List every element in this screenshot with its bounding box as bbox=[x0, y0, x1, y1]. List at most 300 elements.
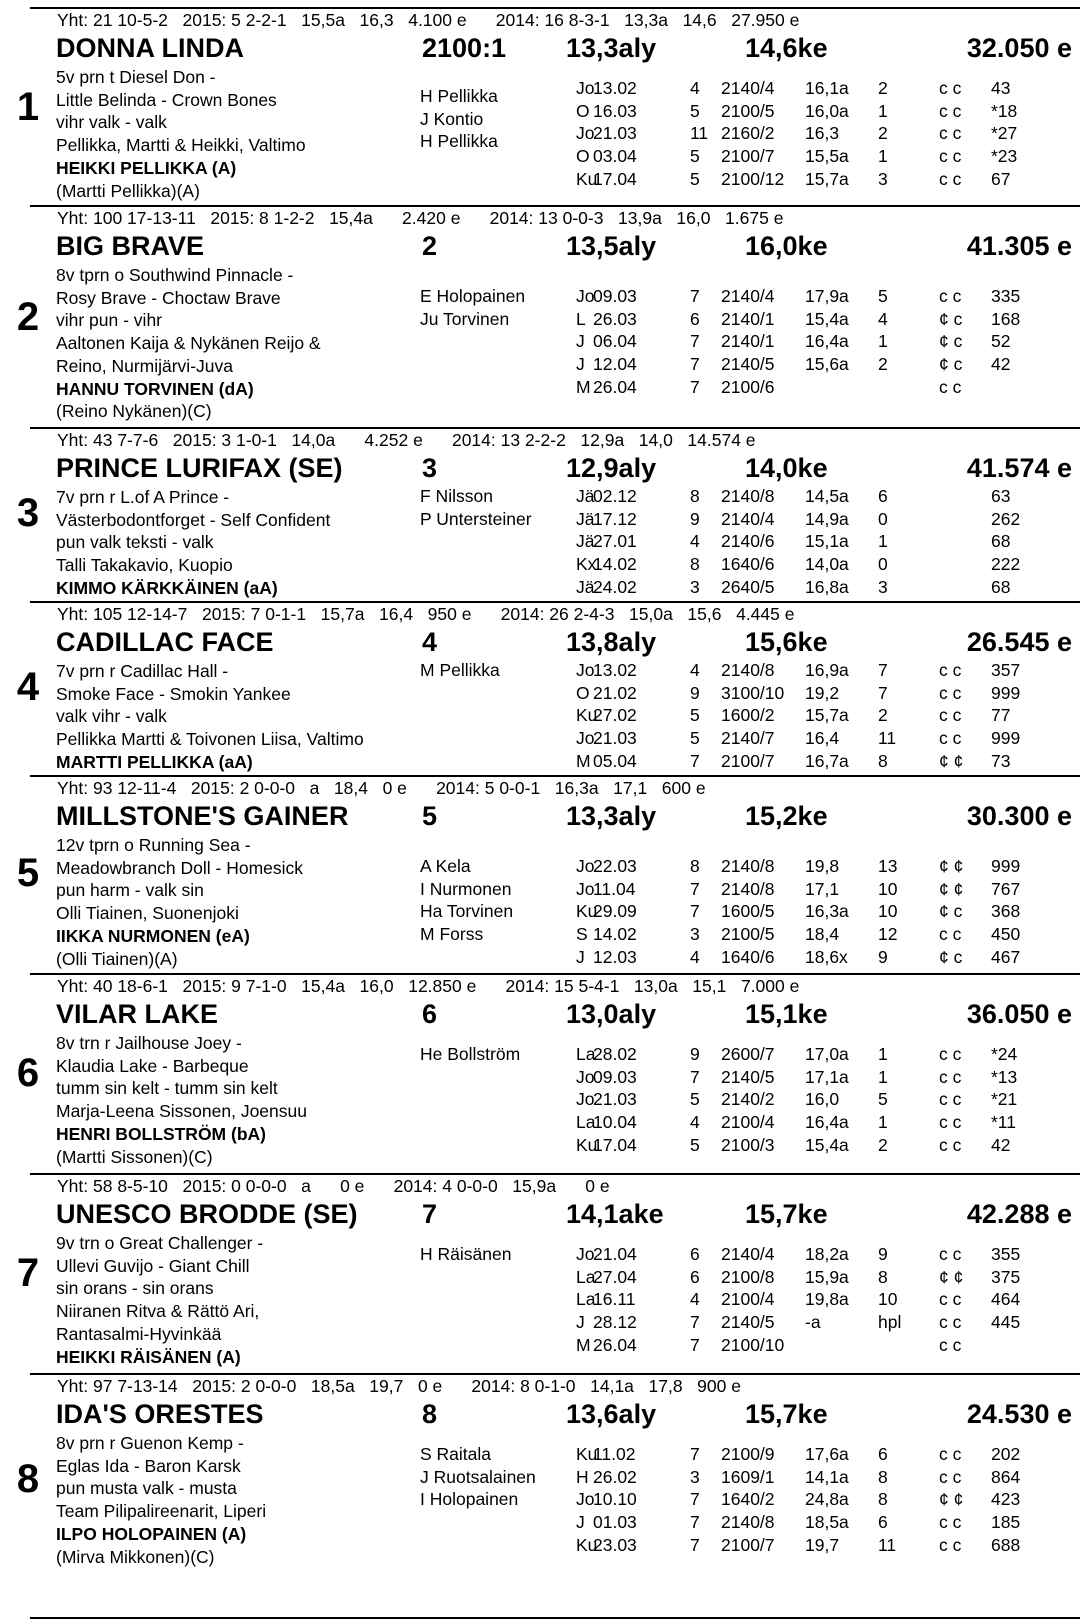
start-shoes: ¢ c bbox=[939, 946, 963, 967]
earnings: 26.545 e bbox=[966, 627, 1072, 657]
start-track: La bbox=[576, 1044, 596, 1064]
start-date: 03.04 bbox=[593, 146, 637, 167]
driver-name: P Untersteiner bbox=[420, 508, 532, 529]
best-time-auto: 12,9aly bbox=[566, 453, 657, 483]
start-shoes: c c bbox=[939, 100, 962, 121]
earnings: 32.050 e bbox=[966, 33, 1072, 63]
driver-list bbox=[420, 659, 560, 682]
start-row bbox=[576, 855, 1076, 878]
start-odds: *13 bbox=[991, 1066, 1018, 1087]
start-post: 7 bbox=[690, 331, 700, 352]
info-line: Ullevi Guvijo - Giant Chill bbox=[56, 1255, 250, 1276]
horse-info bbox=[56, 486, 426, 600]
start-row bbox=[576, 168, 1076, 191]
start-odds: 73 bbox=[991, 750, 1011, 771]
start-date: 01.03 bbox=[593, 1512, 637, 1533]
start-date: 17.04 bbox=[593, 1134, 637, 1155]
start-row bbox=[576, 100, 1076, 123]
start-placing: 10 bbox=[878, 1289, 898, 1310]
start-post: 3 bbox=[690, 1466, 700, 1487]
start-row bbox=[576, 485, 1076, 508]
start-time: 17,6a bbox=[805, 1444, 849, 1464]
start-odds: 445 bbox=[991, 1312, 1021, 1333]
start-track: Jo bbox=[576, 728, 595, 749]
driver-list bbox=[420, 1243, 560, 1266]
horse-name: VILAR LAKE bbox=[56, 999, 218, 1029]
start-date: 06.04 bbox=[593, 331, 637, 352]
recent-starts bbox=[576, 1243, 1076, 1356]
horse-info bbox=[56, 1232, 426, 1368]
best-time-volt: 16,0ke bbox=[745, 231, 828, 261]
start-track: Jo bbox=[576, 1066, 595, 1087]
start-placing: 6 bbox=[878, 1512, 888, 1533]
start-track: Ku bbox=[576, 1534, 598, 1555]
start-date: 17.04 bbox=[593, 168, 637, 189]
start-shoes: c c bbox=[939, 924, 962, 945]
start-odds: 52 bbox=[991, 331, 1011, 352]
start-distance: 2100/6 bbox=[721, 376, 775, 397]
start-track: O bbox=[576, 682, 590, 703]
start-row bbox=[576, 1066, 1076, 1089]
horse-info bbox=[56, 1032, 426, 1168]
horse-name: PRINCE LURIFAX (SE) bbox=[56, 453, 343, 483]
driver-name: I Holopainen bbox=[420, 1489, 519, 1510]
start-row bbox=[576, 1288, 1076, 1311]
record-stats: Yht: 40 18-6-1 2015: 9 7-1-0 15,4a 16,0 12.850 e 2014: 15 5-4-1 13,0a 15,1 7.000 e bbox=[57, 976, 800, 996]
start-shoes: c c bbox=[939, 376, 962, 397]
start-placing: 1 bbox=[878, 100, 888, 121]
start-track: L bbox=[576, 308, 586, 329]
start-track: O bbox=[576, 146, 590, 167]
start-time: 18,6x bbox=[805, 946, 848, 967]
start-time: 14,0a bbox=[805, 554, 849, 575]
start-date: 23.03 bbox=[593, 1534, 637, 1555]
start-date: 16.11 bbox=[593, 1289, 636, 1310]
start-distance: 2140/1 bbox=[721, 331, 775, 352]
info-line: (Martti Pellikka)(A) bbox=[56, 180, 200, 201]
start-distance: 1600/5 bbox=[721, 901, 775, 922]
start-distance: 2140/8 bbox=[721, 660, 775, 680]
info-line: HANNU TORVINEN (dA) bbox=[56, 378, 254, 399]
start-row bbox=[576, 900, 1076, 923]
start-time: 16,7a bbox=[805, 750, 849, 771]
start-odds: 355 bbox=[991, 1244, 1021, 1264]
start-track: J bbox=[576, 1312, 585, 1333]
horse-name: MILLSTONE'S GAINER bbox=[56, 801, 349, 831]
start-shoes: c c bbox=[939, 1466, 962, 1487]
best-time-auto: 13,0aly bbox=[566, 999, 657, 1029]
start-odds: 77 bbox=[991, 705, 1011, 726]
start-shoes: c c bbox=[939, 682, 962, 703]
race-program-sheet bbox=[16, 7, 1080, 1619]
start-track: Jo bbox=[576, 1089, 595, 1110]
program-number: 5 bbox=[422, 801, 438, 831]
start-shoes: c c bbox=[939, 1534, 962, 1555]
start-post: 8 bbox=[690, 554, 700, 575]
driver-name: M Pellikka bbox=[420, 660, 500, 680]
start-distance: 2100/5 bbox=[721, 924, 775, 945]
start-shoes: c c bbox=[939, 1334, 962, 1355]
start-odds: 450 bbox=[991, 924, 1021, 945]
start-time: 15,7a bbox=[805, 168, 849, 189]
start-post: 4 bbox=[690, 1112, 700, 1133]
start-time: 14,5a bbox=[805, 486, 849, 506]
start-odds: 63 bbox=[991, 486, 1011, 506]
start-post: 5 bbox=[690, 1089, 700, 1110]
earnings: 41.305 e bbox=[966, 231, 1072, 261]
start-placing: 13 bbox=[878, 856, 898, 876]
start-time: 15,1a bbox=[805, 531, 849, 552]
start-post: 7 bbox=[690, 878, 700, 899]
start-date: 26.02 bbox=[593, 1466, 637, 1487]
info-line: HEIKKI RÄISÄNEN (A) bbox=[56, 1346, 241, 1367]
start-time: 18,4 bbox=[805, 924, 840, 945]
start-distance: 2100/3 bbox=[721, 1134, 775, 1155]
start-row bbox=[576, 727, 1076, 750]
start-post: 3 bbox=[690, 576, 700, 597]
record-stats: Yht: 21 10-5-2 2015: 5 2-2-1 15,5a 16,3 4.100 e 2014: 16 8-3-1 13,3a 14,6 27.950 e bbox=[57, 10, 800, 30]
start-post: 7 bbox=[690, 750, 700, 771]
start-shoes: ¢ ¢ bbox=[939, 878, 964, 899]
start-time: 15,7a bbox=[805, 705, 849, 726]
horse-entry bbox=[16, 429, 1080, 603]
start-time: 17,1a bbox=[805, 1066, 849, 1087]
horse-name: DONNA LINDA bbox=[56, 33, 244, 63]
start-track: Jo bbox=[576, 660, 595, 680]
start-placing: 9 bbox=[878, 946, 888, 967]
start-odds: 202 bbox=[991, 1444, 1021, 1464]
start-row bbox=[576, 750, 1076, 773]
program-number: 8 bbox=[422, 1399, 438, 1429]
info-line: Talli Takakavio, Kuopio bbox=[56, 555, 233, 576]
start-date: 09.03 bbox=[593, 286, 637, 306]
info-line: vihr pun - vihr bbox=[56, 310, 163, 331]
start-time: 15,4a bbox=[805, 308, 849, 329]
start-placing: 8 bbox=[878, 1489, 888, 1510]
start-number: 7 bbox=[16, 1251, 40, 1295]
driver-name: E Holopainen bbox=[420, 286, 526, 306]
start-odds: 43 bbox=[991, 78, 1011, 98]
start-time: 19,8 bbox=[805, 856, 840, 876]
start-distance: 2100/9 bbox=[721, 1444, 775, 1464]
start-shoes: c c bbox=[939, 705, 962, 726]
earnings: 42.288 e bbox=[966, 1199, 1072, 1229]
horse-name: BIG BRAVE bbox=[56, 231, 205, 261]
start-row bbox=[576, 1043, 1076, 1066]
info-line: ILPO HOLOPAINEN (A) bbox=[56, 1523, 247, 1544]
best-time-volt: 15,7ke bbox=[745, 1199, 828, 1229]
start-distance: 3100/10 bbox=[721, 682, 785, 703]
start-date: 12.03 bbox=[593, 946, 637, 967]
program-number: 2 bbox=[422, 231, 438, 261]
start-distance: 1640/2 bbox=[721, 1489, 775, 1510]
info-line: Västerbodontforget - Self Confident bbox=[56, 509, 331, 530]
start-post: 7 bbox=[690, 1489, 700, 1510]
horse-info bbox=[56, 66, 426, 202]
start-odds: 688 bbox=[991, 1534, 1021, 1555]
start-post: 4 bbox=[690, 78, 700, 98]
start-time: 16,0 bbox=[805, 1089, 840, 1110]
start-time: 15,4a bbox=[805, 1134, 849, 1155]
start-track: M bbox=[576, 1334, 591, 1355]
horse-name: IDA'S ORESTES bbox=[56, 1399, 264, 1429]
start-date: 10.10 bbox=[593, 1489, 637, 1510]
horse-entry bbox=[16, 603, 1080, 777]
start-time: 16,3 bbox=[805, 123, 840, 144]
info-line: Aaltonen Kaija & Nykänen Reijo & bbox=[56, 333, 321, 354]
start-distance: 2140/4 bbox=[721, 1244, 775, 1264]
start-placing: 7 bbox=[878, 682, 888, 703]
program-number: 7 bbox=[422, 1199, 438, 1229]
start-track: La bbox=[576, 1112, 596, 1133]
driver-name: J Ruotsalainen bbox=[420, 1466, 536, 1487]
start-date: 26.03 bbox=[593, 308, 637, 329]
start-post: 7 bbox=[690, 901, 700, 922]
record-stats: Yht: 43 7-7-6 2015: 3 1-0-1 14,0a 4.252 e 2014: 13 2-2-2 12,9a 14,0 14.574 e bbox=[57, 430, 756, 450]
start-distance: 2140/8 bbox=[721, 1512, 775, 1533]
start-odds: 864 bbox=[991, 1466, 1021, 1487]
info-line: Pellikka, Martti & Heikki, Valtimo bbox=[56, 135, 306, 156]
start-distance: 1640/6 bbox=[721, 946, 775, 967]
driver-name: S Raitala bbox=[420, 1444, 492, 1464]
best-time-volt: 15,7ke bbox=[745, 1399, 828, 1429]
info-line: 12v tprn o Running Sea - bbox=[56, 835, 251, 855]
driver-name: H Pellikka bbox=[420, 86, 498, 106]
start-track: Jo bbox=[576, 1244, 595, 1264]
info-line: MARTTI PELLIKKA (aA) bbox=[56, 751, 253, 772]
info-line: pun harm - valk sin bbox=[56, 880, 204, 901]
info-line: 8v trn r Jailhouse Joey - bbox=[56, 1033, 242, 1053]
driver-name: H Räisänen bbox=[420, 1244, 512, 1264]
start-row bbox=[576, 576, 1076, 599]
start-time: 16,0a bbox=[805, 100, 849, 121]
start-date: 27.01 bbox=[593, 531, 637, 552]
driver-name: I Nurmonen bbox=[420, 878, 512, 899]
start-odds: 368 bbox=[991, 901, 1021, 922]
start-placing: hpl bbox=[878, 1312, 902, 1333]
start-row bbox=[576, 330, 1076, 353]
start-time: 14,9a bbox=[805, 508, 849, 529]
start-row bbox=[576, 376, 1076, 399]
start-odds: *21 bbox=[991, 1089, 1018, 1110]
earnings: 30.300 e bbox=[966, 801, 1072, 831]
start-distance: 2100/4 bbox=[721, 1112, 775, 1133]
start-track: M bbox=[576, 750, 591, 771]
start-date: 28.02 bbox=[593, 1044, 637, 1064]
info-line: HEIKKI PELLIKKA (A) bbox=[56, 157, 237, 178]
start-shoes: c c bbox=[939, 1312, 962, 1333]
start-track: Ku bbox=[576, 705, 598, 726]
info-line: vihr valk - valk bbox=[56, 112, 167, 133]
start-odds: *18 bbox=[991, 100, 1018, 121]
start-post: 7 bbox=[690, 1512, 700, 1533]
start-odds: 767 bbox=[991, 878, 1021, 899]
info-line: Team Pilipalireenarit, Liperi bbox=[56, 1501, 267, 1522]
info-line: (Martti Sissonen)(C) bbox=[56, 1146, 213, 1167]
start-row bbox=[576, 1088, 1076, 1111]
start-distance: 2140/5 bbox=[721, 1066, 775, 1087]
start-track: Jä bbox=[576, 508, 595, 529]
start-distance: 2140/8 bbox=[721, 486, 775, 506]
start-post: 6 bbox=[690, 1266, 700, 1287]
start-distance: 2100/7 bbox=[721, 1534, 775, 1555]
start-post: 6 bbox=[690, 308, 700, 329]
info-line: Reino, Nurmijärvi-Juva bbox=[56, 355, 233, 376]
start-date: 27.04 bbox=[593, 1266, 637, 1287]
start-placing: 1 bbox=[878, 1066, 888, 1087]
start-date: 14.02 bbox=[593, 924, 637, 945]
start-distance: 2100/4 bbox=[721, 1289, 775, 1310]
driver-name: He Bollström bbox=[420, 1044, 521, 1064]
start-track: J bbox=[576, 354, 585, 375]
start-shoes: c c bbox=[939, 1289, 962, 1310]
start-time: 18,2a bbox=[805, 1244, 849, 1264]
start-post: 4 bbox=[690, 946, 700, 967]
start-placing: 9 bbox=[878, 1244, 888, 1264]
start-time: 19,7 bbox=[805, 1534, 840, 1555]
driver-name: H Pellikka bbox=[420, 131, 498, 152]
start-time: 15,6a bbox=[805, 354, 849, 375]
best-time-volt: 15,2ke bbox=[745, 801, 828, 831]
start-time: 16,4a bbox=[805, 1112, 849, 1133]
start-shoes: c c bbox=[939, 1512, 962, 1533]
info-line: Pellikka Martti & Toivonen Liisa, Valtimo bbox=[56, 729, 364, 750]
info-line: valk vihr - valk bbox=[56, 706, 167, 727]
start-number: 1 bbox=[16, 85, 40, 129]
start-track: M bbox=[576, 376, 591, 397]
start-shoes: c c bbox=[939, 728, 962, 749]
start-time: 24,8a bbox=[805, 1489, 849, 1510]
start-odds: *23 bbox=[991, 146, 1018, 167]
horse-entry bbox=[16, 975, 1080, 1175]
start-row bbox=[576, 1511, 1076, 1534]
start-date: 11.04 bbox=[593, 878, 636, 899]
program-number: 6 bbox=[422, 999, 438, 1029]
start-post: 7 bbox=[690, 1312, 700, 1333]
start-shoes: c c bbox=[939, 1112, 962, 1133]
start-time: 17,1 bbox=[805, 878, 840, 899]
info-line: 5v prn t Diesel Don - bbox=[56, 67, 216, 87]
start-shoes: c c bbox=[939, 1444, 962, 1464]
info-line: Meadowbranch Doll - Homesick bbox=[56, 857, 304, 878]
driver-list bbox=[420, 485, 560, 530]
earnings: 24.530 e bbox=[966, 1399, 1072, 1429]
start-distance: 2100/12 bbox=[721, 168, 785, 189]
start-placing: 3 bbox=[878, 168, 888, 189]
start-post: 9 bbox=[690, 508, 700, 529]
start-post: 7 bbox=[690, 1334, 700, 1355]
recent-starts bbox=[576, 485, 1076, 598]
start-placing: 7 bbox=[878, 660, 888, 680]
start-row bbox=[576, 946, 1076, 969]
start-time: 17,9a bbox=[805, 286, 849, 306]
info-line: Eglas Ida - Baron Karsk bbox=[56, 1455, 241, 1476]
start-date: 21.02 bbox=[593, 682, 637, 703]
start-placing: 0 bbox=[878, 508, 888, 529]
start-time: 16,3a bbox=[805, 901, 849, 922]
start-odds: 335 bbox=[991, 286, 1021, 306]
start-date: 26.04 bbox=[593, 1334, 637, 1355]
start-placing: 2 bbox=[878, 123, 888, 144]
start-track: Jo bbox=[576, 1489, 595, 1510]
start-row bbox=[576, 878, 1076, 901]
program-number: 2100:1 bbox=[422, 33, 507, 63]
start-distance: 2640/5 bbox=[721, 576, 775, 597]
start-distance: 1600/2 bbox=[721, 705, 775, 726]
start-track: Jä bbox=[576, 531, 595, 552]
start-odds: 222 bbox=[991, 554, 1021, 575]
start-date: 21.03 bbox=[593, 123, 637, 144]
start-date: 09.03 bbox=[593, 1066, 637, 1087]
recent-starts bbox=[576, 1443, 1076, 1556]
start-shoes: c c bbox=[939, 660, 962, 680]
start-row bbox=[576, 1466, 1076, 1489]
info-line: Rosy Brave - Choctaw Brave bbox=[56, 287, 281, 308]
start-post: 7 bbox=[690, 286, 700, 306]
horse-entry bbox=[16, 777, 1080, 975]
start-time: 16,1a bbox=[805, 78, 849, 98]
driver-list bbox=[420, 1043, 560, 1066]
start-placing: 8 bbox=[878, 750, 888, 771]
start-row bbox=[576, 659, 1076, 682]
start-time: 19,8a bbox=[805, 1289, 849, 1310]
start-post: 9 bbox=[690, 1044, 700, 1064]
start-odds: 999 bbox=[991, 682, 1021, 703]
start-odds: 423 bbox=[991, 1489, 1021, 1510]
start-date: 21.03 bbox=[593, 1089, 637, 1110]
recent-starts bbox=[576, 77, 1076, 190]
start-placing: 2 bbox=[878, 705, 888, 726]
start-date: 21.04 bbox=[593, 1244, 637, 1264]
start-date: 17.12 bbox=[593, 508, 637, 529]
info-line: KIMMO KÄRKKÄINEN (aA) bbox=[56, 577, 278, 598]
start-track: Ku bbox=[576, 1134, 598, 1155]
start-post: 8 bbox=[690, 856, 700, 876]
start-placing: 10 bbox=[878, 901, 898, 922]
start-track: Jä bbox=[576, 576, 595, 597]
start-row bbox=[576, 1243, 1076, 1266]
driver-list bbox=[420, 285, 560, 330]
start-track: La bbox=[576, 1289, 596, 1310]
start-row bbox=[576, 682, 1076, 705]
start-odds: 68 bbox=[991, 531, 1011, 552]
driver-name: F Nilsson bbox=[420, 486, 493, 506]
start-placing: 2 bbox=[878, 78, 888, 98]
info-line: 8v prn r Guenon Kemp - bbox=[56, 1433, 244, 1453]
start-post: 5 bbox=[690, 1134, 700, 1155]
info-line: Smoke Face - Smokin Yankee bbox=[56, 683, 291, 704]
start-shoes: c c bbox=[939, 146, 962, 167]
start-shoes: ¢ c bbox=[939, 354, 963, 375]
driver-name: A Kela bbox=[420, 856, 471, 876]
best-time-volt: 15,1ke bbox=[745, 999, 828, 1029]
start-row bbox=[576, 1488, 1076, 1511]
start-post: 7 bbox=[690, 354, 700, 375]
start-shoes: c c bbox=[939, 286, 962, 306]
start-post: 5 bbox=[690, 100, 700, 121]
start-placing: 8 bbox=[878, 1466, 888, 1487]
start-shoes: ¢ c bbox=[939, 331, 963, 352]
start-number: 4 bbox=[16, 665, 40, 709]
start-odds: 168 bbox=[991, 308, 1021, 329]
start-odds: 357 bbox=[991, 660, 1021, 680]
start-time: 16,4 bbox=[805, 728, 840, 749]
start-distance: 1609/1 bbox=[721, 1466, 775, 1487]
start-track: Jo bbox=[576, 878, 595, 899]
start-date: 12.04 bbox=[593, 354, 637, 375]
info-line: 7v prn r Cadillac Hall - bbox=[56, 661, 229, 681]
start-track: La bbox=[576, 1266, 596, 1287]
